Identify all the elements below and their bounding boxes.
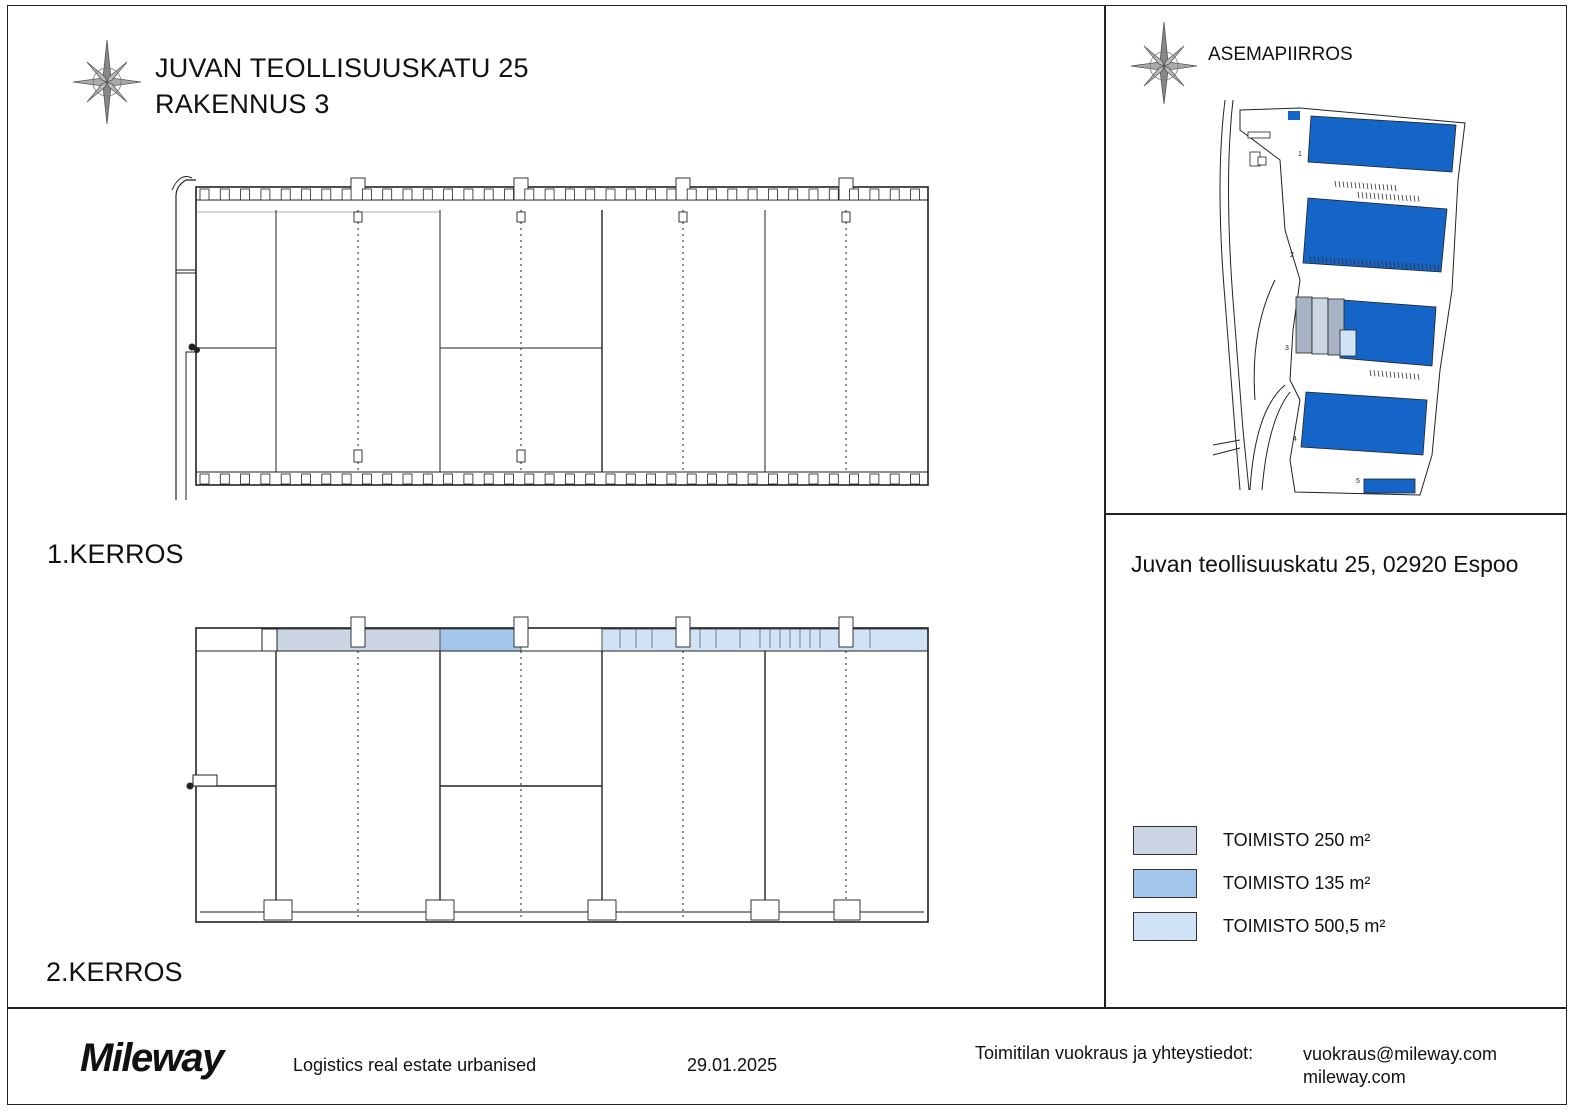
site-building-number-4: 4 bbox=[1293, 436, 1297, 443]
title-building-line: RAKENNUS 3 bbox=[155, 89, 330, 119]
property-address: Juvan teollisuuskatu 25, 02920 Espoo bbox=[1131, 551, 1519, 577]
legend-swatch bbox=[1133, 826, 1197, 855]
site-building-number-5: 5 bbox=[1356, 478, 1360, 485]
site-plan-title: ASEMAPIIRROS bbox=[1208, 44, 1353, 65]
frame-divider-right bbox=[1104, 513, 1567, 515]
legend-label: TOIMISTO 250 m² bbox=[1223, 830, 1371, 850]
footer-website-link[interactable]: mileway.com bbox=[1303, 1067, 1406, 1087]
frame-divider-vertical bbox=[1104, 5, 1106, 1007]
legend-swatch bbox=[1133, 912, 1197, 941]
floor1-label: 1.KERROS bbox=[47, 539, 184, 569]
legend-label: TOIMISTO 135 m² bbox=[1223, 873, 1371, 893]
site-building-number-2: 2 bbox=[1290, 252, 1294, 259]
site-building-number-3: 3 bbox=[1285, 345, 1289, 352]
page-title bbox=[155, 50, 529, 122]
footer-tagline: Logistics real estate urbanised bbox=[293, 1055, 537, 1075]
footer-contact-label: Toimitilan vuokraus ja yhteystiedot: bbox=[975, 1043, 1254, 1063]
floor2-label: 2.KERROS bbox=[46, 957, 183, 987]
frame-divider-footer bbox=[7, 1007, 1567, 1009]
legend-label: TOIMISTO 500,5 m² bbox=[1223, 916, 1386, 936]
footer-email-link[interactable]: vuokraus@mileway.com bbox=[1303, 1044, 1497, 1064]
legend-swatch bbox=[1133, 869, 1197, 898]
mileway-logo: Mileway bbox=[80, 1036, 223, 1080]
footer-date: 29.01.2025 bbox=[687, 1055, 778, 1075]
title-address-line: JUVAN TEOLLISUUSKATU 25 bbox=[155, 53, 529, 83]
site-building-number-1: 1 bbox=[1298, 151, 1302, 158]
